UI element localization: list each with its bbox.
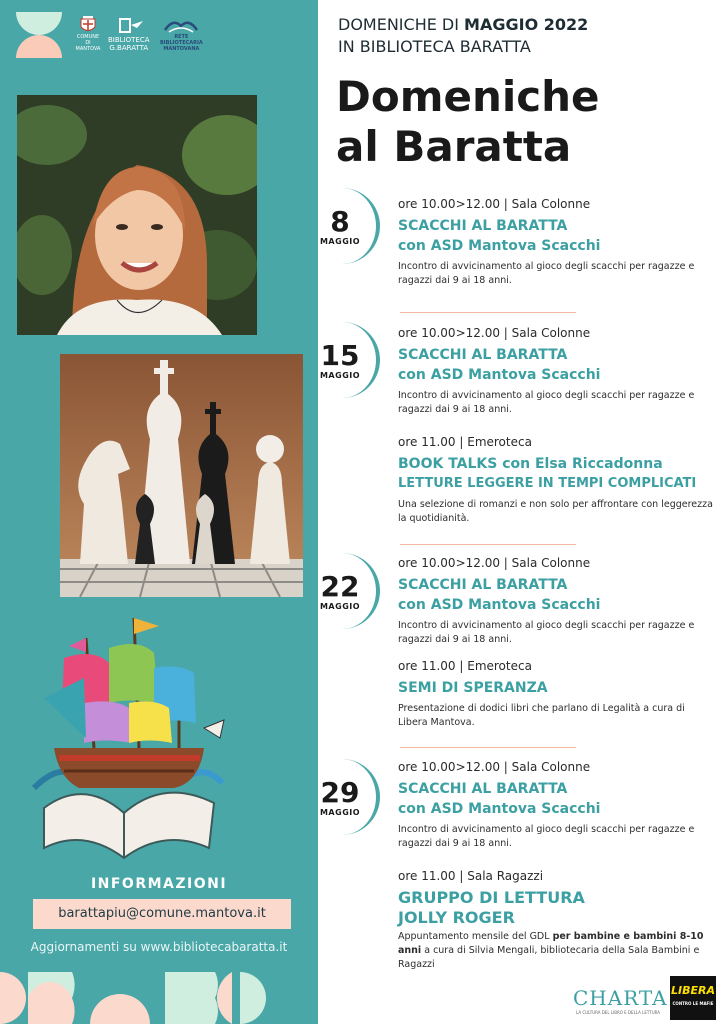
event-description: Incontro di avvicinamento al gioco degli scacchi per ragazze e ragazzi dai 9 ai 18 anni. (398, 620, 695, 645)
date-badge (318, 322, 380, 398)
event-description: Una selezione di romanzi e non solo per affrontare con leggerezza la quotidianità. (398, 499, 713, 524)
bottom-shapes-deco-icon (0, 972, 318, 1024)
rete-caption-line2: BIBLIOTECARIA (160, 40, 203, 46)
event-description: Incontro di avvicinamento al gioco degli scacchi per ragazze e ragazzi dai 9 ai 18 anni. (398, 261, 695, 286)
program-column (318, 0, 724, 1024)
event-title-line2: con ASD Mantova Scacchi (398, 367, 601, 383)
website-updates-text[interactable]: Aggiornamenti su www.bibliotecabaratta.it (30, 940, 288, 954)
section-divider (400, 312, 576, 313)
comune-mantova-logo (74, 16, 102, 52)
event-item (398, 196, 716, 288)
event-time: ore 10.00>12.00 | Sala Colonne (398, 197, 591, 211)
contact-email[interactable]: barattapiu@comune.mantova.it (33, 899, 291, 929)
biblioteca-caption-line2: G.BARATTA (109, 44, 149, 52)
event-title-line1: GRUPPO DI LETTURA (398, 888, 585, 907)
event-time: ore 10.00>12.00 | Sala Colonne (398, 326, 591, 340)
speaker-portrait-photo (17, 95, 257, 335)
rete-caption-line1: RETE (174, 34, 189, 40)
event-item (398, 759, 716, 851)
event-title (398, 888, 716, 928)
event-title-line1: SCACCHI AL BARATTA (398, 577, 568, 593)
date-day: 8 (330, 204, 350, 238)
comune-mantova-caption: COMUNE DI MANTOVA (75, 34, 101, 52)
title-line-2: al Baratta (336, 122, 572, 171)
event-item (398, 434, 716, 526)
date-month: MAGGIO (319, 807, 361, 817)
event-item (398, 658, 716, 730)
libera-logo-subtitle: CONTRO LE MAFIE (672, 1001, 714, 1006)
date-month: MAGGIO (319, 601, 361, 611)
event-item (398, 325, 716, 417)
event-description (398, 930, 720, 972)
rete-bibliotecaria-logo (160, 16, 203, 52)
event-title-line1: SCACCHI AL BARATTA (398, 347, 568, 363)
event-title-line2: LETTURE LEGGERE IN TEMPI COMPLICATI (398, 476, 697, 491)
wave-book-icon (163, 16, 199, 34)
event-time: ore 11.00 | Emeroteca (398, 659, 532, 673)
event-title (398, 575, 716, 615)
date-badge (318, 759, 380, 835)
event-time: ore 10.00>12.00 | Sala Colonne (398, 556, 591, 570)
event-description: Incontro di avvicinamento al gioco degli scacchi per ragazze e ragazzi dai 9 ai 18 anni. (398, 390, 695, 415)
info-title: INFORMAZIONI (90, 876, 228, 892)
subtitle-location: IN BIBLIOTECA BARATTA (338, 37, 531, 56)
event-item (398, 555, 716, 647)
libera-logo-text: LIBERA (671, 984, 715, 997)
date-badge (318, 553, 380, 629)
event-title (398, 779, 716, 819)
date-day: 15 (320, 338, 360, 372)
left-panel (0, 0, 318, 1024)
event-time: ore 11.00 | Sala Ragazzi (398, 869, 544, 883)
page-title (336, 72, 600, 172)
ship-on-book-illustration (24, 608, 229, 868)
event-series-subtitle (338, 14, 588, 58)
event-desc-suffix: a cura di Silvia Mengali, bibliotecaria della Sala Bambini e Ragazzi (398, 945, 700, 970)
libera-logo (670, 976, 716, 1020)
book-bird-icon (109, 16, 149, 36)
event-item (398, 868, 716, 972)
event-title-line2: con ASD Mantova Scacchi (398, 801, 601, 817)
chess-pieces-photo (60, 354, 303, 597)
date-month: MAGGIO (319, 236, 361, 246)
event-title (398, 345, 716, 385)
hourglass-deco-icon (16, 12, 62, 58)
event-desc-audience: per bambine e bambini 8-10 anni (398, 931, 704, 956)
event-description: Presentazione di dodici libri che parlano di Legalità a cura di Libera Mantova. (398, 703, 685, 728)
charta-logo: CHARTA (573, 986, 668, 1010)
date-badge (318, 188, 380, 264)
event-title-line2: JOLLY ROGER (398, 908, 515, 927)
section-divider (400, 747, 576, 748)
event-time: ore 10.00>12.00 | Sala Colonne (398, 760, 591, 774)
biblioteca-logo (108, 16, 150, 52)
coat-of-arms-icon (80, 16, 96, 34)
rete-caption-line3: MANTOVANA (163, 46, 200, 52)
event-title-line1: SCACCHI AL BARATTA (398, 218, 568, 234)
event-title-line1: BOOK TALKS con Elsa Riccadonna (398, 456, 663, 472)
title-line-1: Domeniche (336, 72, 600, 121)
subtitle-prefix: DOMENICHE DI (338, 15, 465, 34)
event-title-line1: SCACCHI AL BARATTA (398, 781, 568, 797)
event-description: Incontro di avvicinamento al gioco degli scacchi per ragazze e ragazzi dai 9 ai 18 anni. (398, 824, 695, 849)
date-day: 22 (320, 569, 360, 603)
charta-logo-subtitle: LA CULTURA DEL LIBRO E DELLA LETTURA (576, 1010, 660, 1015)
event-title-line2: con ASD Mantova Scacchi (398, 597, 601, 613)
event-title (398, 678, 716, 698)
event-title (398, 216, 716, 256)
event-desc-prefix: Appuntamento mensile del GDL (398, 931, 553, 942)
event-title (398, 454, 716, 494)
section-divider (400, 544, 576, 545)
event-title-line2: con ASD Mantova Scacchi (398, 238, 601, 254)
date-month: MAGGIO (319, 370, 361, 380)
date-day: 29 (320, 775, 360, 809)
biblioteca-caption-line1: BIBLIOTECA (108, 36, 150, 44)
event-time: ore 11.00 | Emeroteca (398, 435, 532, 449)
event-title-line1: SEMI DI SPERANZA (398, 680, 548, 696)
subtitle-month: MAGGIO 2022 (464, 15, 589, 34)
